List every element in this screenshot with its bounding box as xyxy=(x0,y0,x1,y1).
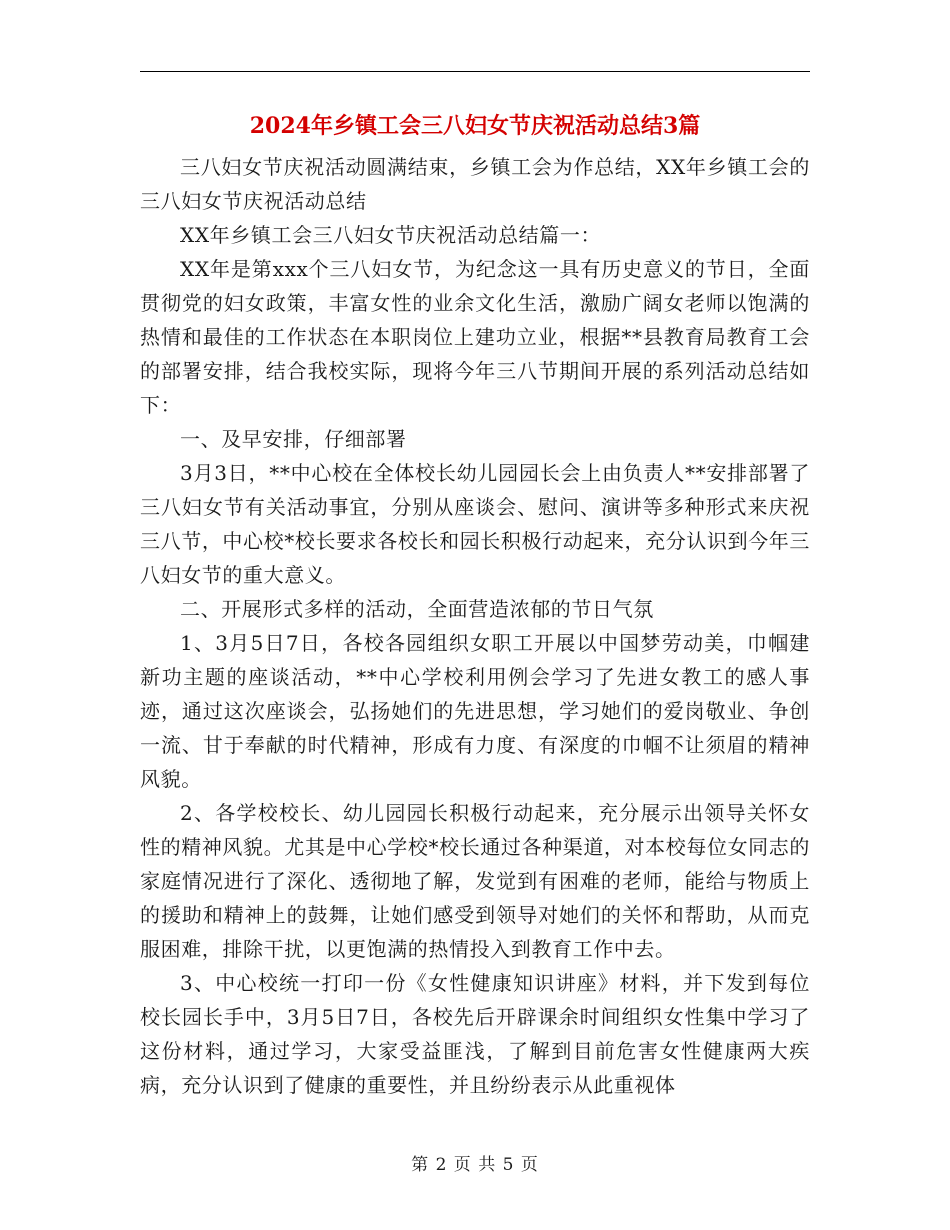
paragraph-arrangement: 3月3日，**中心校在全体校长幼儿园园长会上由负责人**安排部署了三八妇女节有关活动事宜，分别从座谈会、慰问、演讲等多种形式来庆祝三八节，中心校*校长要求各校长和园长积极行动起来，充分认识到今年三八妇女节的重大意义。 xyxy=(140,461,810,587)
document-title: 2024年乡镇工会三八妇女节庆祝活动总结3篇 xyxy=(249,113,701,139)
paragraph-heading-2: 二、开展形式多样的活动，全面营造浓郁的节日气氛 xyxy=(180,597,654,621)
header-rule xyxy=(140,71,810,72)
page-footer: 第 2 页 共 5 页 xyxy=(411,1155,539,1175)
paragraph-item-1: 1、3月5日7日，各校各园组织女职工开展以中国梦劳动美，巾帼建新功主题的座谈活动，**中心学校利用例会学习了先进女教工的感人事迹，通过这次座谈会，弘扬她们的先进思想，学习她们的爱岗敬业、争创一流、甘于奉献的时代精神，形成有力度、有深度的巾帼不让须眉的精神风貌。 xyxy=(140,631,810,791)
paragraph-item-2: 2、各学校校长、幼儿园园长积极行动起来，充分展示出领导关怀女性的精神风貌。尤其是中心学校*校长通过各种渠道，对本校每位女同志的家庭情况进行了深化、透彻地了解，发觉到有困难的老师，能给与物质上的援助和精神上的鼓舞，让她们感受到领导对她们的关怀和帮助，从而克服困难，排除干扰，以更饱满的热情投入到教育工作中去。 xyxy=(140,801,810,961)
paragraph-intro: 三八妇女节庆祝活动圆满结束，乡镇工会为作总结，XX年乡镇工会的三八妇女节庆祝活动总结 xyxy=(140,155,810,213)
document-body xyxy=(140,150,810,1102)
paragraph-overview: XX年是第xxx个三八妇女节，为纪念这一具有历史意义的节日，全面贯彻党的妇女政策，丰富女性的业余文化生活，激励广阔女老师以饱满的热情和最佳的工作状态在本职岗位上建功立业，根据**县教育局教育工会的部署安排，结合我校实际，现将今年三八节期间开展的系列活动总结如下： xyxy=(140,257,810,417)
paragraph-section-heading: XX年乡镇工会三八妇女节庆祝活动总结篇一： xyxy=(180,223,602,247)
paragraph-heading-1: 一、及早安排，仔细部署 xyxy=(180,427,407,451)
paragraph-item-3: 3、中心校统一打印一份《女性健康知识讲座》材料，并下发到每位校长园长手中，3月5日7日，各校先后开辟课余时间组织女性集中学习了这份材料，通过学习，大家受益匪浅，了解到目前危害女性健康两大疾病，充分认识到了健康的重要性，并且纷纷表示从此重视体 xyxy=(140,971,810,1097)
